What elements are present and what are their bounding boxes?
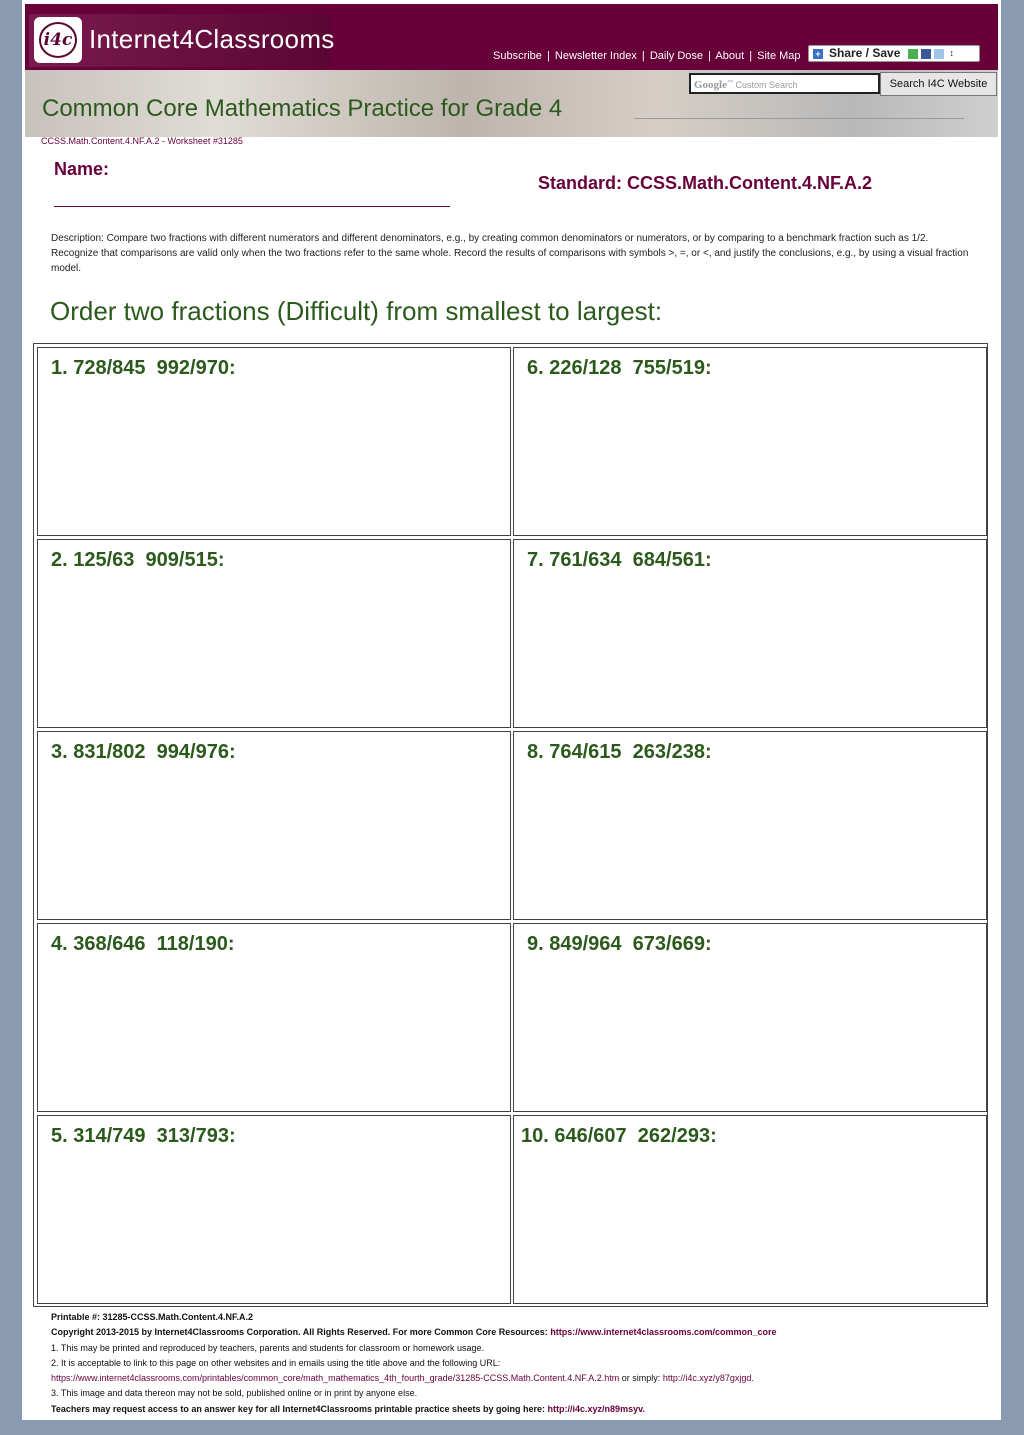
footer-note-3: 3. This image and data thereon may not be sold, published online or in print by anyone else.: [51, 1388, 418, 1399]
footer-note-1: 1. This may be printed and reproduced by teachers, parents and students for classroom or homework usage.: [51, 1342, 485, 1353]
share-green-icon: [908, 49, 918, 59]
google-logo-text: Google: [694, 79, 727, 91]
problem-grid: [33, 343, 988, 1307]
site-logo[interactable]: [29, 14, 335, 67]
problem-cell: [513, 731, 987, 920]
nav-site-map[interactable]: Site Map: [757, 50, 801, 62]
problem-text: 7. 761/634 684/561:: [527, 549, 712, 571]
problem-text: 2. 125/63 909/515:: [51, 549, 225, 571]
footer: [51, 1310, 981, 1417]
nav-separator: |: [708, 50, 711, 62]
nav-separator: |: [749, 50, 753, 62]
footer-url-line: [51, 1371, 981, 1386]
share-save-button[interactable]: [808, 45, 980, 62]
i4c-logo-badge: [34, 17, 82, 63]
problem-cell: [37, 923, 511, 1112]
footer-teachers: [51, 1402, 981, 1417]
nav-about[interactable]: About: [715, 50, 745, 62]
footer-teachers-text: Teachers may request access to an answer key for all Internet4Classrooms printable practice sheets by going here:: [51, 1403, 546, 1414]
problem-text: 1. 728/845 992/970:: [51, 357, 236, 379]
footer-printable: Printable #: 31285-CCSS.Math.Content.4.NF.A.2: [51, 1312, 254, 1322]
instructions: Order two fractions (Difficult) from smallest to largest:: [50, 296, 663, 326]
logo-badge-text: i4c: [39, 22, 78, 58]
site-header: [25, 4, 998, 70]
problem-text: 10. 646/607 262/293:: [521, 1125, 717, 1147]
problem-cell: [37, 731, 511, 920]
facebook-icon: [921, 49, 931, 59]
problem-cell: [37, 1115, 511, 1304]
problem-text: 6. 226/128 755/519:: [527, 357, 712, 379]
nav-daily-dose[interactable]: Daily Dose: [649, 50, 704, 62]
worksheet-page: [22, 0, 1001, 1420]
problem-cell: [513, 347, 987, 536]
chevron-updown-icon: ↕: [949, 48, 954, 58]
problem-text: 4. 368/646 118/190:: [51, 933, 235, 955]
footer-copyright: [51, 1325, 981, 1340]
problem-text: 5. 314/749 313/793:: [51, 1125, 236, 1147]
problem-cell: [513, 1115, 987, 1304]
problem-cell: [513, 539, 987, 728]
description: Description: Compare two fractions with different numerators and different denominators, e.g., by creating common denominators or numerators, or by comparing to a benchmark fraction such as 1/2. Recognize that comparisons are valid only when the two fractions refer to the same whole. Record the results of comparisons with symbols >, =, or <, and justify the conclusions, e.g., by using a visual fraction model.: [51, 233, 969, 274]
share-plus-icon: +: [813, 49, 823, 59]
standard-label: Standard: CCSS.Math.Content.4.NF.A.2: [538, 173, 873, 193]
title-rule: [634, 118, 964, 119]
search-placeholder: Custom Search: [735, 80, 798, 90]
worksheet-url-link[interactable]: https://www.internet4classrooms.com/printables/common_core/math_mathematics_4th_fourth_grade/31285-CCSS.Math.Content.4.NF.A.2.htm: [51, 1373, 620, 1384]
problem-cell: [37, 347, 511, 536]
search-button[interactable]: Search I4C Website: [880, 72, 997, 96]
problem-text: 8. 764/615 263/238:: [527, 741, 712, 763]
name-label: Name:: [54, 159, 110, 179]
logo-text: Internet4Classrooms: [89, 24, 335, 54]
footer-copyright-text: Copyright 2013-2015 by Internet4Classrooms Corporation. All Rights Reserved. For more Common Core Resources:: [51, 1327, 548, 1338]
problem-cell: [37, 539, 511, 728]
name-line: [54, 206, 450, 207]
share-save-label: Share / Save: [829, 46, 901, 60]
common-core-link[interactable]: https://www.internet4classrooms.com/common_core: [550, 1327, 777, 1338]
nav-subscribe[interactable]: Subscribe: [493, 50, 542, 62]
nav-newsletter-index[interactable]: Newsletter Index: [554, 50, 637, 62]
twitter-icon: [934, 49, 944, 59]
short-url-link[interactable]: http://i4c.xyz/y87gxjgd.: [662, 1373, 754, 1384]
worksheet-id: CCSS.Math.Content.4.NF.A.2 - Worksheet #31285: [41, 136, 243, 146]
problem-cell: [513, 923, 987, 1112]
search-input[interactable]: Google™ Custom Search: [689, 73, 880, 94]
top-nav: [493, 50, 803, 62]
footer-url-or: or simply:: [621, 1373, 661, 1384]
answer-key-link[interactable]: http://i4c.xyz/n89msyv.: [547, 1403, 645, 1414]
nav-separator: |: [641, 50, 645, 62]
nav-separator: |: [546, 50, 550, 62]
footer-note-2: 2. It is acceptable to link to this page on other websites and in emails using the title above and the following URL:: [51, 1357, 501, 1368]
problem-text: 3. 831/802 994/976:: [51, 741, 236, 763]
page-title: Common Core Mathematics Practice for Grade 4: [42, 95, 563, 122]
problem-text: 9. 849/964 673/669:: [527, 933, 712, 955]
